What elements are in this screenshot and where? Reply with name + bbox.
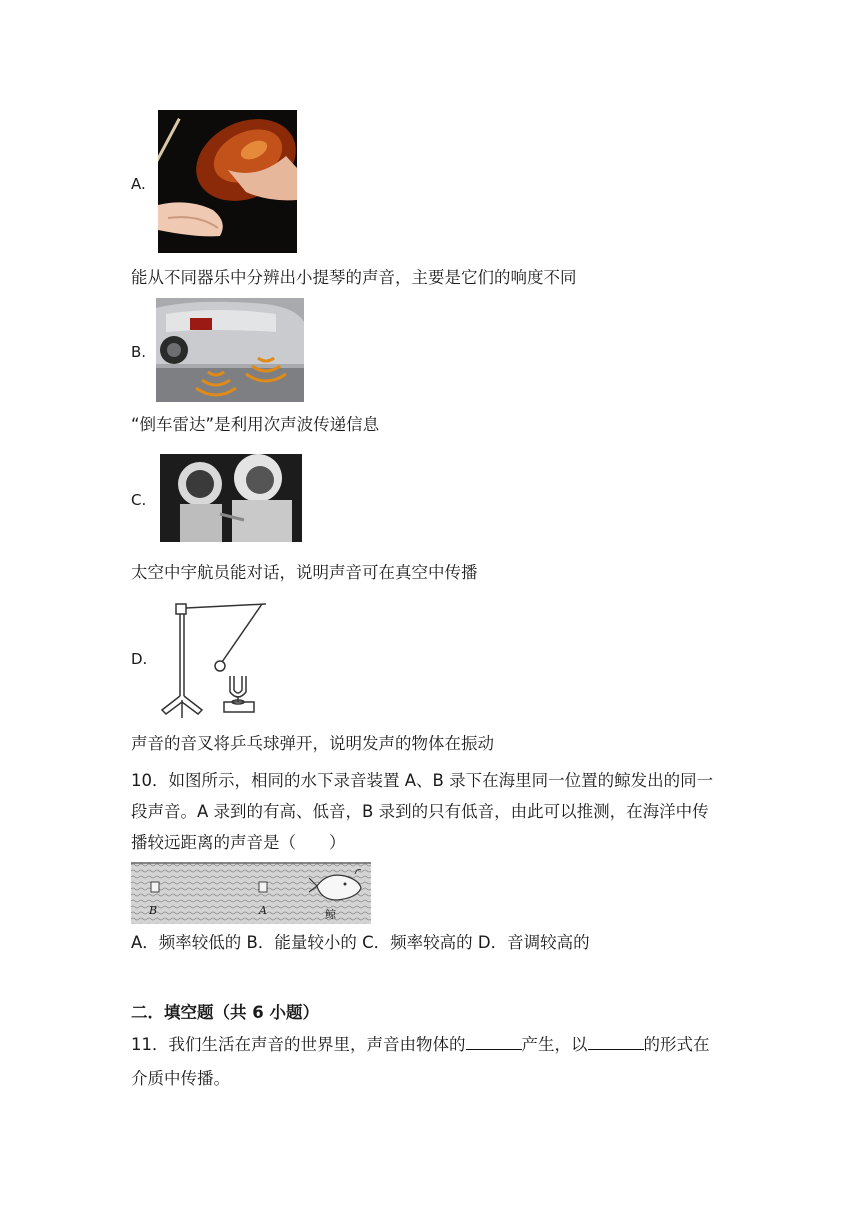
q10-line-1: 10．如图所示，相同的水下录音装置 A、B 录下在海里同一位置的鲸发出的同一 [131,771,714,790]
q11-text-3: 的形式在 [643,1035,710,1054]
section-2-title: 二．填空题（共 6 小题） [131,1003,319,1022]
violin-photo [158,110,297,253]
option-a-letter: A. [131,175,146,193]
option-a-caption: 能从不同器乐中分辨出小提琴的声音，主要是它们的响度不同 [131,268,577,287]
tuning-fork-diagram [158,592,270,722]
option-d-letter: D. [131,650,148,668]
option-b-caption: “倒车雷达”是利用次声波传递信息 [131,415,380,434]
q10-choices: A．频率较低的 B．能量较小的 C．频率较高的 D．音调较高的 [131,933,590,952]
figure-label-b: B [149,904,158,917]
option-c-letter: C. [131,491,147,509]
q11-text-2: 产生，以 [521,1035,588,1054]
q11-line-1 [131,1033,710,1056]
figure-label-whale: 鲸 [325,908,336,921]
q11-text-1: 11．我们生活在声音的世界里，声音由物体的 [131,1035,466,1054]
car-parking-radar-photo [156,298,304,402]
astronauts-photo [160,454,302,542]
figure-label-a: A [259,904,267,917]
option-b-letter: B. [131,343,147,361]
q11-line-2: 介质中传播。 [131,1069,230,1088]
q11-blank-1[interactable] [466,1033,522,1050]
q11-blank-2[interactable] [588,1033,644,1050]
option-c-caption: 太空中宇航员能对话，说明声音可在真空中传播 [131,563,478,582]
q10-line-3: 播较远距离的声音是（ ） [131,833,346,852]
ocean-recording-figure [131,862,371,924]
q10-line-2: 段声音。A 录到的有高、低音，B 录到的只有低音，由此可以推测，在海洋中传 [131,802,709,821]
option-d-caption: 声音的音叉将乒乓球弹开，说明发声的物体在振动 [131,734,494,753]
